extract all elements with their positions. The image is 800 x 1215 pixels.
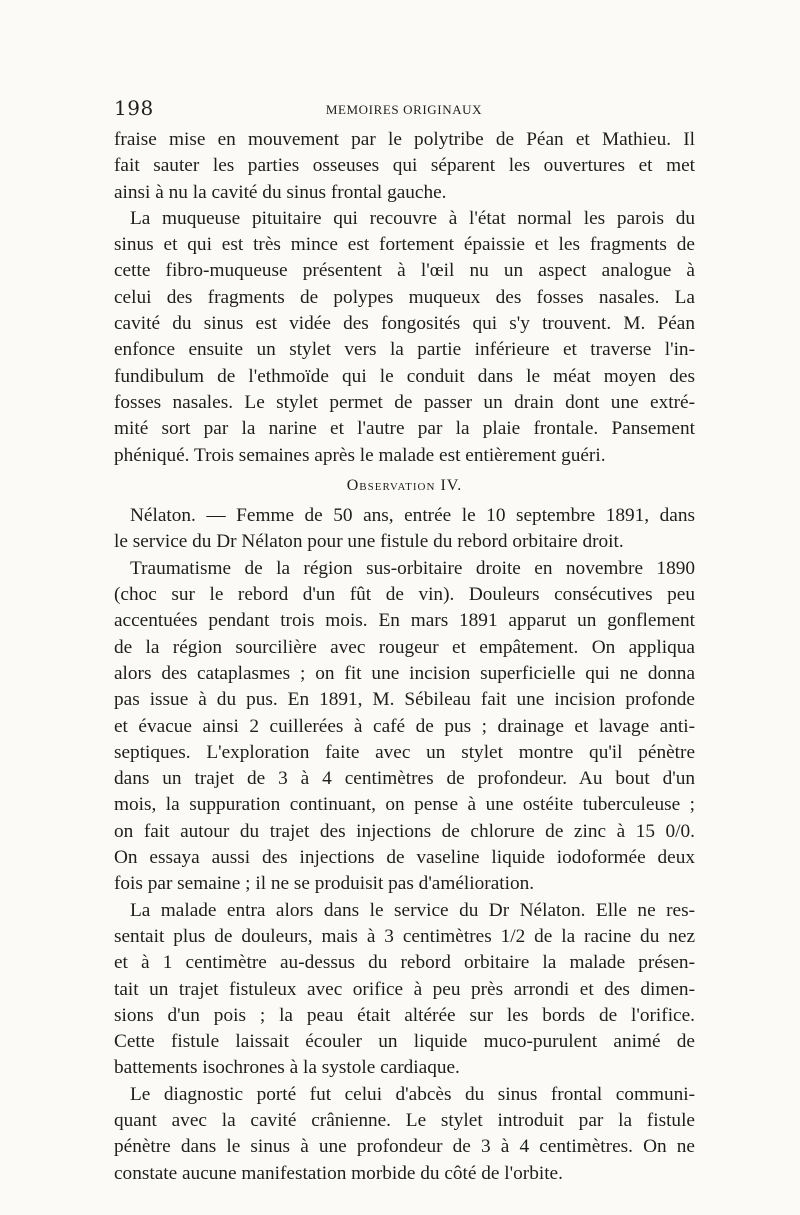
text-line: Traumatisme de la région sus-orbitaire droite en novembre 1890 — [130, 557, 695, 579]
text-line: accentuées pendant trois mois. En mars 1891 apparut un gonflement — [114, 610, 695, 632]
text-line: fosses nasales. Le stylet permet de passer un drain dont une extré- — [114, 391, 695, 413]
text-line: fois par semaine ; il ne se produisit pas d'amélioration. — [114, 873, 535, 895]
text-line: (choc sur le rebord d'un fût de vin). Douleurs consécutives peu — [114, 584, 695, 606]
text-line: sentait plus de douleurs, mais à 3 centimètres 1/2 de la racine du nez — [114, 925, 695, 947]
text-line: On essaya aussi des injections de vaseline liquide iodoformée deux — [114, 847, 695, 869]
section-heading: Observation IV. — [346, 476, 463, 494]
text-line: enfonce ensuite un stylet vers la partie inférieure et traverse l'in- — [114, 339, 695, 361]
text-line: dans un trajet de 3 à 4 centimètres de profondeur. Au bout d'un — [114, 768, 695, 790]
running-head: MEMOIRES ORIGINAUX — [325, 102, 483, 117]
text-line: Cette fistule laissait écouler un liquide muco-purulent animé de — [114, 1031, 695, 1053]
text-line: fundibulum de l'ethmoïde qui le conduit dans le méat moyen des — [114, 365, 695, 387]
text-line: fraise mise en mouvement par le polytribe de Péan et Mathieu. Il — [114, 129, 695, 150]
text-line: constate aucune manifestation morbide du côté de l'orbite. — [114, 1162, 563, 1184]
text-line: de la région sourcilière avec rougeur et empâtement. On appliqua — [114, 636, 695, 658]
text-line: cavité du sinus est vidée des fongosités qui s'y trouvent. M. Péan — [114, 313, 695, 335]
text-line: Nélaton. — Femme de 50 ans, entrée le 10 septembre 1891, dans — [130, 505, 695, 527]
text-line: alors des cataplasmes ; on fit une incision superficielle qui ne donna — [114, 662, 695, 684]
body-text — [114, 127, 695, 1187]
text-line: quant avec la cavité crânienne. Le stylet introduit par la fistule — [114, 1109, 695, 1131]
text-line: celui des fragments de polypes muqueux des fosses nasales. La — [114, 286, 695, 308]
text-line: pénètre dans le sinus à une profondeur de 3 à 4 centimètres. On ne — [114, 1136, 695, 1158]
text-line: pas issue à du pus. En 1891, M. Sébileau fait une incision profonde — [114, 689, 695, 711]
text-line: La malade entra alors dans le service du Dr Nélaton. Elle ne res- — [130, 899, 695, 921]
text-line: cette fibro-muqueuse présentent à l'œil nu un aspect analogue à — [114, 260, 695, 282]
page-number: 198 — [114, 96, 154, 120]
text-line: tait un trajet fistuleux avec orifice à peu près arrondi et des dimen- — [114, 978, 695, 1000]
text-line: sinus et qui est très mince est fortement épaissie et les fragments de — [114, 234, 695, 256]
text-line: sions d'un pois ; la peau était altérée sur les bords de l'orifice. — [114, 1004, 695, 1026]
text-line: fait sauter les parties osseuses qui séparent les ouvertures et met — [114, 155, 695, 177]
page-header — [114, 96, 694, 128]
text-line: septiques. L'exploration faite avec un stylet montre qu'il pénètre — [114, 741, 695, 763]
text-line: phéniqué. Trois semaines après le malade est entièrement guéri. — [114, 444, 606, 466]
text-line: ainsi à nu la cavité du sinus frontal gauche. — [114, 181, 447, 203]
text-line: Le diagnostic porté fut celui d'abcès du sinus frontal communi- — [130, 1083, 695, 1105]
text-line: battements isochrones à la systole cardiaque. — [114, 1057, 460, 1079]
text-line: et à 1 centimètre au-dessus du rebord orbitaire la malade présen- — [114, 952, 695, 974]
text-line: mité sort par la narine et l'autre par la plaie frontale. Pansement — [114, 418, 695, 440]
text-line: mois, la suppuration continuant, on pense à une ostéite tuberculeuse ; — [114, 794, 695, 816]
text-line: et évacue ainsi 2 cuillerées à café de pus ; drainage et lavage anti- — [114, 715, 695, 737]
text-line: La muqueuse pituitaire qui recouvre à l'état normal les parois du — [130, 207, 695, 229]
text-line: le service du Dr Nélaton pour une fistule du rebord orbitaire droit. — [114, 531, 624, 553]
text-line: on fait autour du trajet des injections de chlorure de zinc à 15 0/0. — [114, 820, 695, 842]
